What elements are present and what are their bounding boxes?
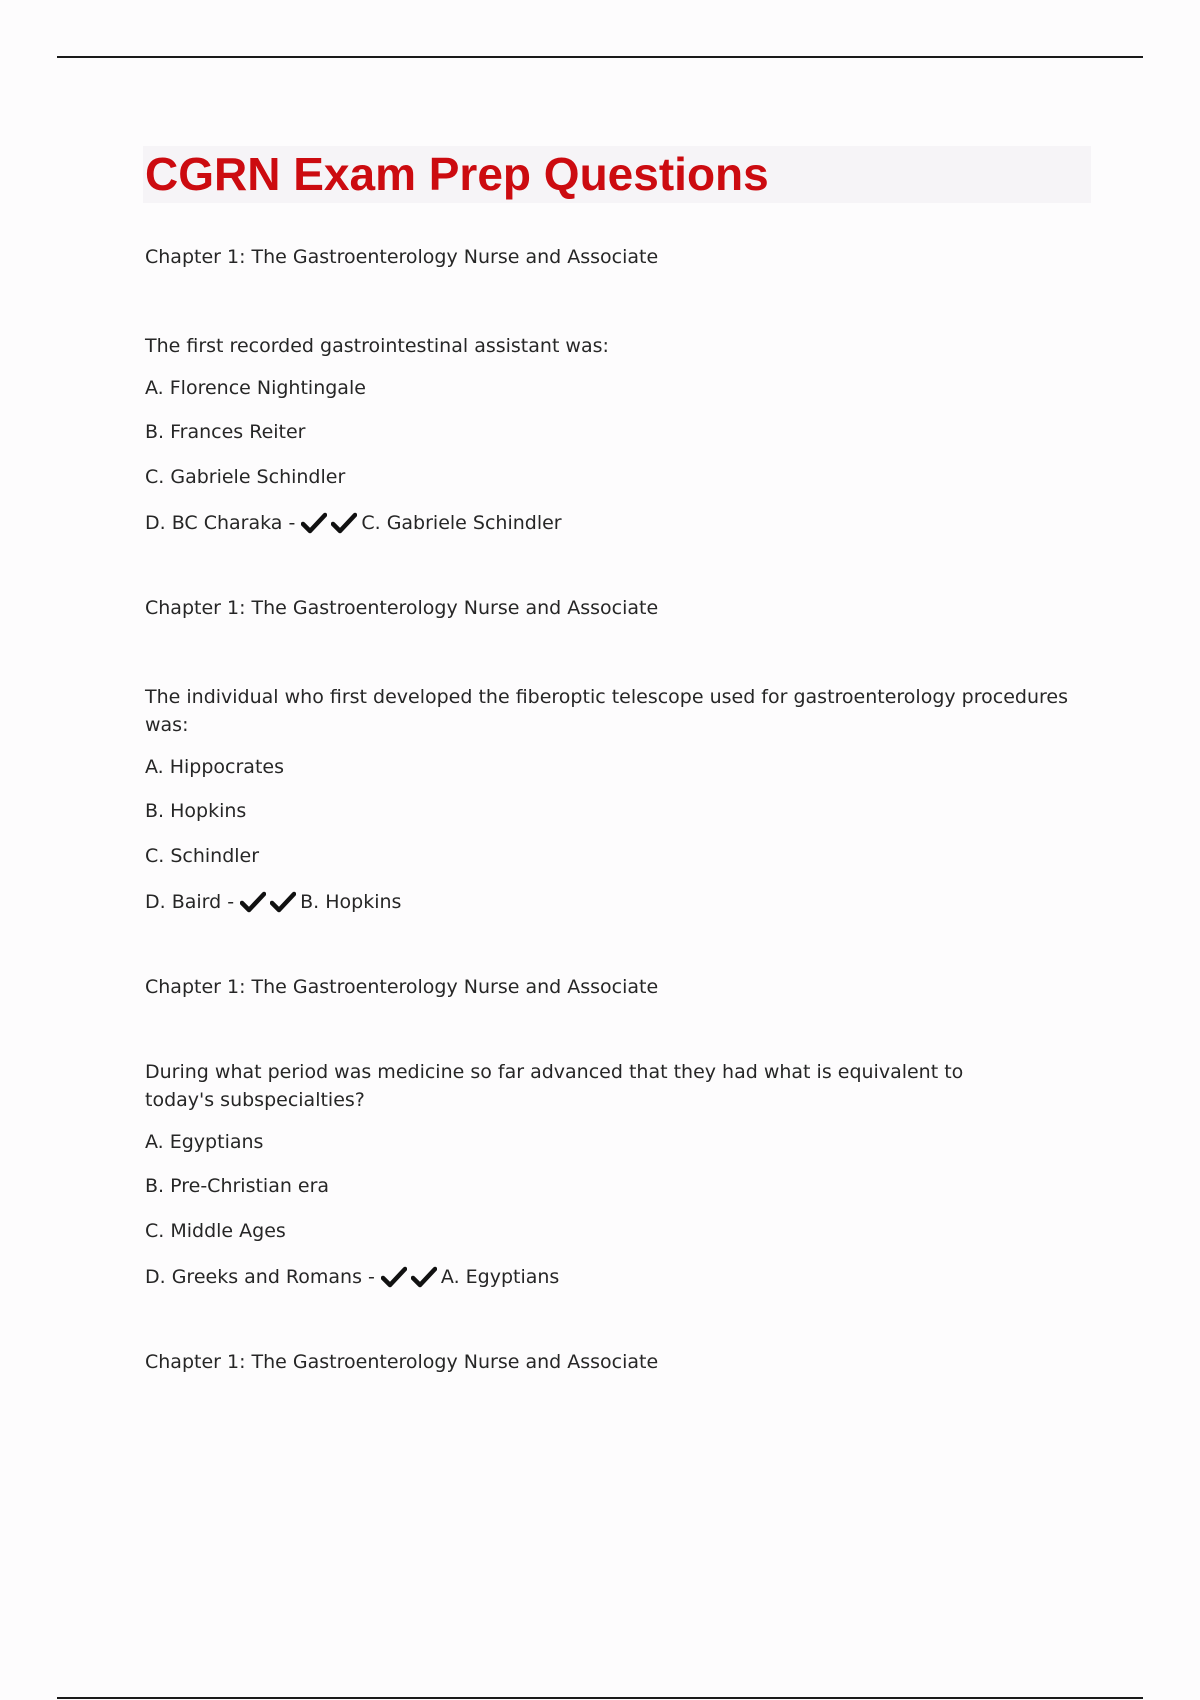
chapter-heading: Chapter 1: The Gastroenterology Nurse and Associate bbox=[145, 597, 659, 619]
title-bar bbox=[143, 146, 1091, 203]
check-icon bbox=[240, 891, 266, 913]
option-b: B. Frances Reiter bbox=[145, 421, 306, 443]
option-d: D. Greeks and Romans - bbox=[145, 1266, 375, 1288]
question-block-2 bbox=[145, 597, 1095, 913]
top-rule bbox=[57, 56, 1143, 58]
correct-answer: A. Egyptians bbox=[440, 1266, 560, 1288]
option-b: B. Pre-Christian era bbox=[145, 1175, 330, 1197]
option-c: C. Schindler bbox=[145, 845, 260, 867]
option-c: C. Middle Ages bbox=[145, 1220, 286, 1242]
check-icon bbox=[381, 1266, 407, 1288]
bottom-rule bbox=[57, 1697, 1143, 1699]
correct-answer: B. Hopkins bbox=[300, 891, 402, 913]
option-b: B. Hopkins bbox=[145, 800, 247, 822]
question-block-3 bbox=[145, 976, 1095, 1288]
question-text: During what period was medicine so far advanced that they had what is equivalent to today's subspecialties? bbox=[145, 1061, 964, 1111]
document-title: CGRN Exam Prep Questions bbox=[145, 148, 769, 200]
option-d: D. BC Charaka - bbox=[145, 512, 296, 534]
option-a: A. Hippocrates bbox=[145, 756, 284, 778]
chapter-heading: Chapter 1: The Gastroenterology Nurse and Associate bbox=[145, 976, 659, 998]
correct-answer: C. Gabriele Schindler bbox=[361, 512, 562, 534]
chapter-heading: Chapter 1: The Gastroenterology Nurse and Associate bbox=[145, 246, 659, 268]
check-icon bbox=[411, 1266, 437, 1288]
check-icon bbox=[301, 512, 327, 534]
option-d-with-answer bbox=[145, 891, 1095, 913]
option-d-with-answer bbox=[145, 512, 1095, 534]
question-block-1 bbox=[145, 246, 1095, 534]
option-d: D. Baird - bbox=[145, 891, 235, 913]
option-c: C. Gabriele Schindler bbox=[145, 466, 346, 488]
chapter-heading: Chapter 1: The Gastroenterology Nurse and Associate bbox=[145, 1351, 659, 1373]
check-icon bbox=[270, 891, 296, 913]
option-a: A. Egyptians bbox=[145, 1131, 264, 1153]
question-text: The individual who first developed the fiberoptic telescope used for gastroenterology procedures was: bbox=[145, 686, 1068, 736]
document-body bbox=[145, 146, 1095, 1373]
check-icon bbox=[331, 512, 357, 534]
option-a: A. Florence Nightingale bbox=[145, 377, 366, 399]
option-d-with-answer bbox=[145, 1266, 1095, 1288]
question-text: The first recorded gastrointestinal assistant was: bbox=[145, 335, 609, 357]
